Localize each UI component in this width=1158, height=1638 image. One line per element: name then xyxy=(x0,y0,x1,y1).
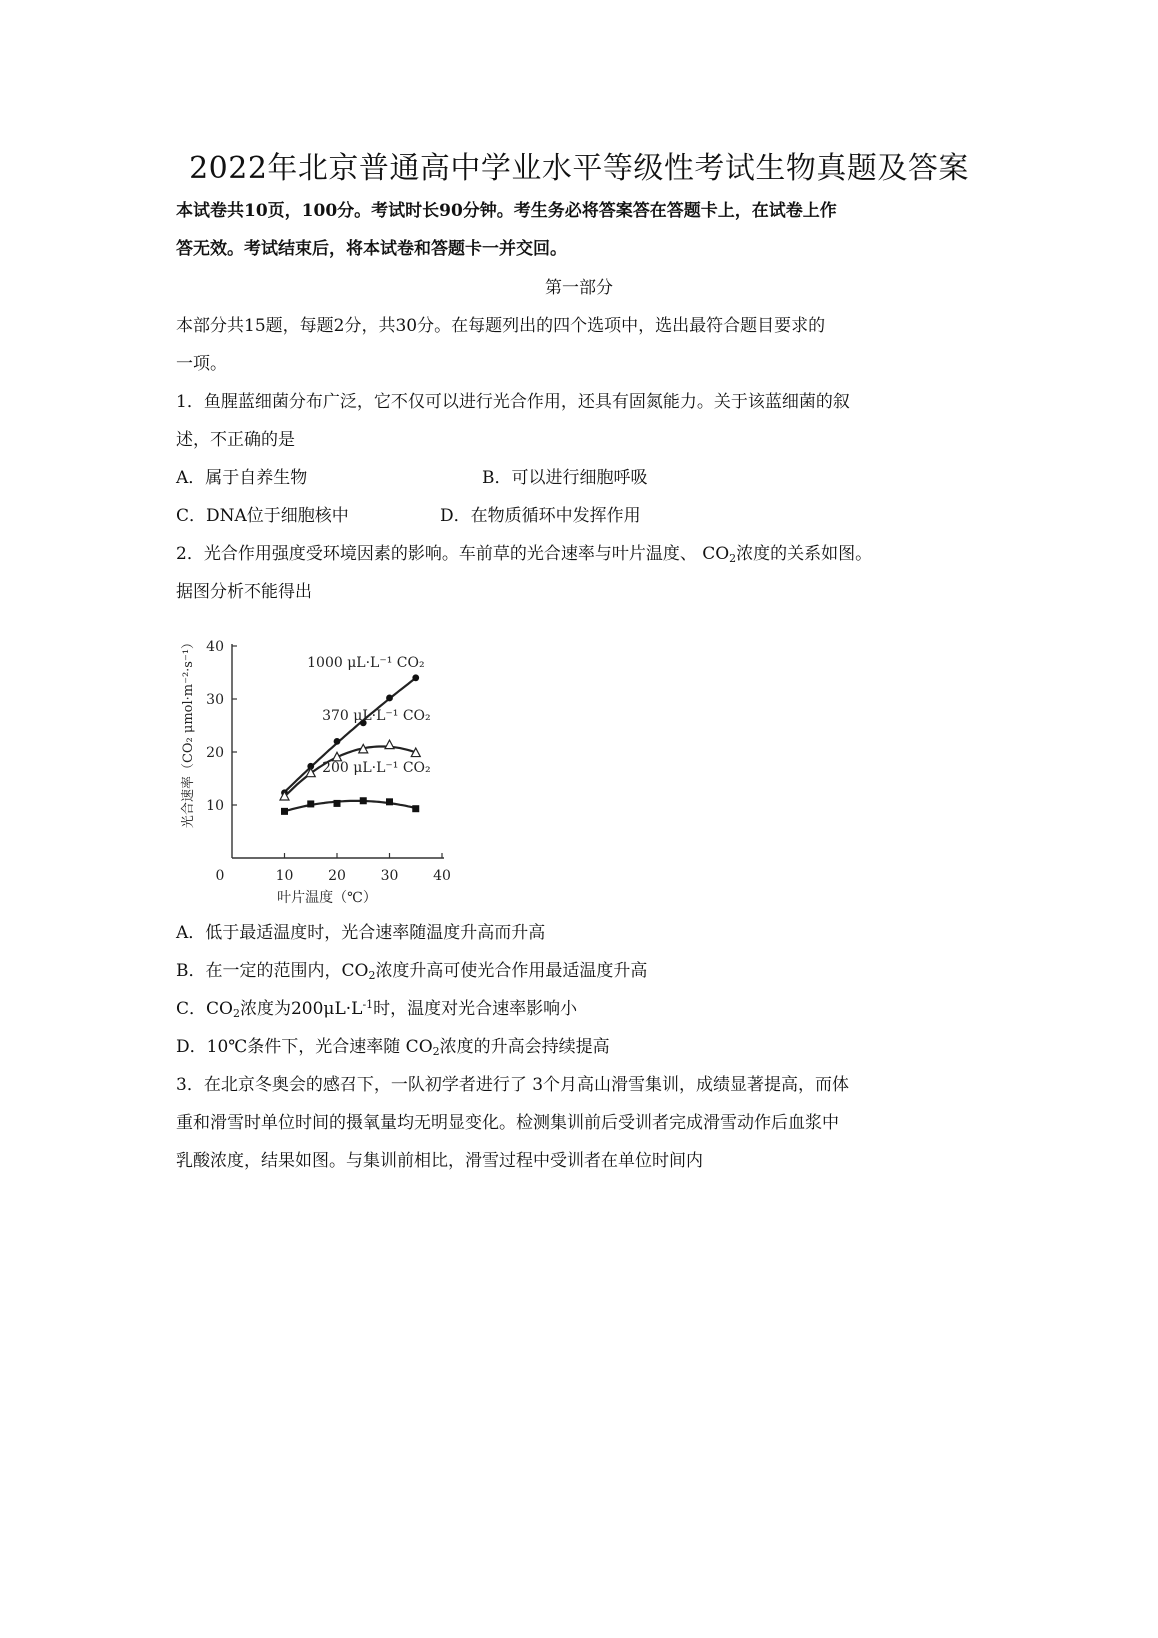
data-point xyxy=(334,738,341,745)
data-point xyxy=(386,798,393,805)
x-tick-label: 0 xyxy=(215,868,225,884)
q2-stem-line-2: 据图分析不能得出 xyxy=(176,582,312,602)
notice-line-1: 本试卷共10页，100分。考试时长90分钟。考生务必将答案答在答题卡上，在试卷上作 xyxy=(176,201,837,221)
x-tick-label: 10 xyxy=(275,868,294,884)
x-tick-label: 40 xyxy=(433,868,451,884)
y-tick-label: 10 xyxy=(206,798,224,814)
x-tick-label: 20 xyxy=(328,868,346,884)
y-tick-label: 40 xyxy=(206,639,224,655)
q1-stem-line-2: 述，不正确的是 xyxy=(176,430,295,450)
q1-option-b: B．可以进行细胞呼吸 xyxy=(482,468,648,488)
series-label: 200 μL·L⁻¹ CO₂ xyxy=(322,760,431,777)
q2-option-a: A．低于最适温度时，光合速率随温度升高而升高 xyxy=(176,923,546,943)
section-title: 第一部分 xyxy=(545,278,613,298)
q2-stem-line-1: 2．光合作用强度受环境因素的影响。车前草的光合速率与叶片温度、 $CO_2$浓度的关系如图。 xyxy=(176,544,873,565)
y-tick-label: 30 xyxy=(206,692,224,708)
y-axis-label: 光合速率（CO₂ μmol·m⁻²·s⁻¹） xyxy=(181,635,196,829)
q1-option-c: C．DNA位于细胞核中 xyxy=(176,506,349,526)
q3-stem-line-3: 乳酸浓度，结果如图。与集训前相比，滑雪过程中受训者在单位时间内 xyxy=(176,1151,703,1171)
data-point xyxy=(386,695,393,702)
q2-option-b: B．在一定的范围内，$CO_2$浓度升高可使光合作用最适温度升高 xyxy=(176,961,648,982)
q3-stem-line-1: 3．在北京冬奥会的感召下，一队初学者进行了 3个月高山滑雪集训，成绩显著提高，而体 xyxy=(176,1075,850,1095)
data-point xyxy=(281,808,288,815)
page-title: 2022年北京普通高中学业水平等级性考试生物真题及答案 xyxy=(189,151,969,186)
photosynthesis-rate-chart xyxy=(170,610,530,905)
x-tick-label: 30 xyxy=(380,868,399,884)
data-point xyxy=(385,740,394,749)
q2-option-c: C．$CO_2$浓度为$200\mu L\cdot L^{-1}$时，温度对光合速率影响小 xyxy=(176,998,578,1020)
q1-option-a: A．属于自养生物 xyxy=(176,468,308,488)
series-label: 370 μL·L⁻¹ CO₂ xyxy=(322,708,431,725)
data-point xyxy=(412,805,419,812)
q2-option-d: D．10℃条件下，光合速率随 $CO_2$浓度的升高会持续提高 xyxy=(176,1037,610,1058)
data-point xyxy=(412,674,419,681)
x-axis-label: 叶片温度（℃） xyxy=(277,890,377,905)
q3-stem-line-2: 重和滑雪时单位时间的摄氧量均无明显变化。检测集训前后受训者完成滑雪动作后血浆中 xyxy=(176,1113,839,1133)
section-intro-line-2: 一项。 xyxy=(176,354,227,374)
data-point xyxy=(360,797,367,804)
notice-line-2: 答无效。考试结束后，将本试卷和答题卡一并交回。 xyxy=(176,239,567,259)
y-tick-label: 20 xyxy=(206,745,224,761)
q1-stem-line-1: 1．鱼腥蓝细菌分布广泛，它不仅可以进行光合作用，还具有固氮能力。关于该蓝细菌的叙 xyxy=(176,392,850,412)
q1-option-d: D．在物质循环中发挥作用 xyxy=(440,506,641,526)
section-intro-line-1: 本部分共15题，每题2分，共30分。在每题列出的四个选项中，选出最符合题目要求的 xyxy=(176,316,826,336)
series-line xyxy=(285,801,416,811)
data-point xyxy=(334,800,341,807)
data-point xyxy=(307,800,314,807)
series-label: 1000 μL·L⁻¹ CO₂ xyxy=(307,655,425,672)
